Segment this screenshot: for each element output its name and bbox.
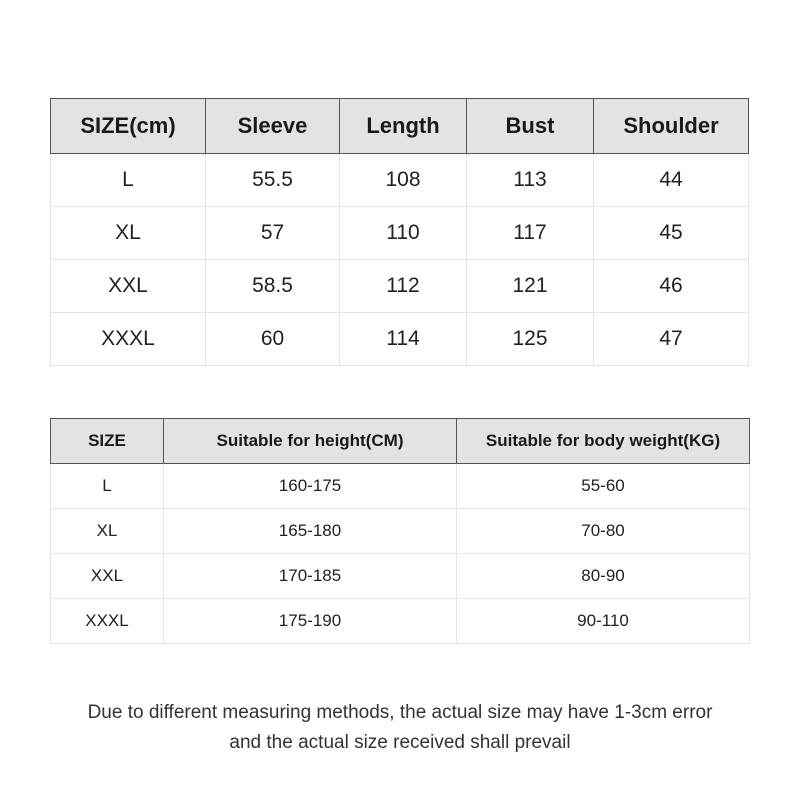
table-header-row [51,99,749,154]
table-cell: 70-80 [457,509,750,554]
size-measurement-table [50,98,749,366]
table-cell: L [51,154,206,207]
table-cell: 121 [467,260,594,313]
column-header-height: Suitable for height(CM) [164,419,457,464]
table-cell: 175-190 [164,599,457,644]
table-row [51,313,749,366]
table-cell: 55-60 [457,464,750,509]
table-cell: 46 [594,260,749,313]
table-cell: 160-175 [164,464,457,509]
table-cell: 47 [594,313,749,366]
table-cell: XL [51,509,164,554]
column-header-size: SIZE(cm) [51,99,206,154]
note-line-2: and the actual size received shall prevail [229,732,571,753]
table-cell: 165-180 [164,509,457,554]
table-header-row [51,419,750,464]
table-row [51,554,750,599]
table-cell: 58.5 [206,260,340,313]
table-cell: 114 [340,313,467,366]
table-cell: XXXL [51,599,164,644]
column-header-weight: Suitable for body weight(KG) [457,419,750,464]
table-row [51,599,750,644]
table-cell: XXL [51,260,206,313]
fit-guide-table [50,418,750,644]
column-header-size: SIZE [51,419,164,464]
table-cell: XL [51,207,206,260]
measurement-note [0,698,800,758]
table-row [51,260,749,313]
table-cell: 113 [467,154,594,207]
column-header-length: Length [340,99,467,154]
table-row [51,509,750,554]
column-header-bust: Bust [467,99,594,154]
table-row [51,464,750,509]
table-cell: 110 [340,207,467,260]
table-cell: 44 [594,154,749,207]
column-header-shoulder: Shoulder [594,99,749,154]
table-cell: 80-90 [457,554,750,599]
table-cell: XXL [51,554,164,599]
table-cell: 108 [340,154,467,207]
table-cell: 112 [340,260,467,313]
table-cell: 57 [206,207,340,260]
table-cell: 117 [467,207,594,260]
note-line-1: Due to different measuring methods, the actual size may have 1-3cm error [87,702,713,723]
table-cell: 45 [594,207,749,260]
column-header-sleeve: Sleeve [206,99,340,154]
table-cell: 60 [206,313,340,366]
table-row [51,154,749,207]
table-cell: L [51,464,164,509]
table-cell: 90-110 [457,599,750,644]
table-cell: XXXL [51,313,206,366]
table-cell: 125 [467,313,594,366]
table-row [51,207,749,260]
table-cell: 55.5 [206,154,340,207]
table-cell: 170-185 [164,554,457,599]
